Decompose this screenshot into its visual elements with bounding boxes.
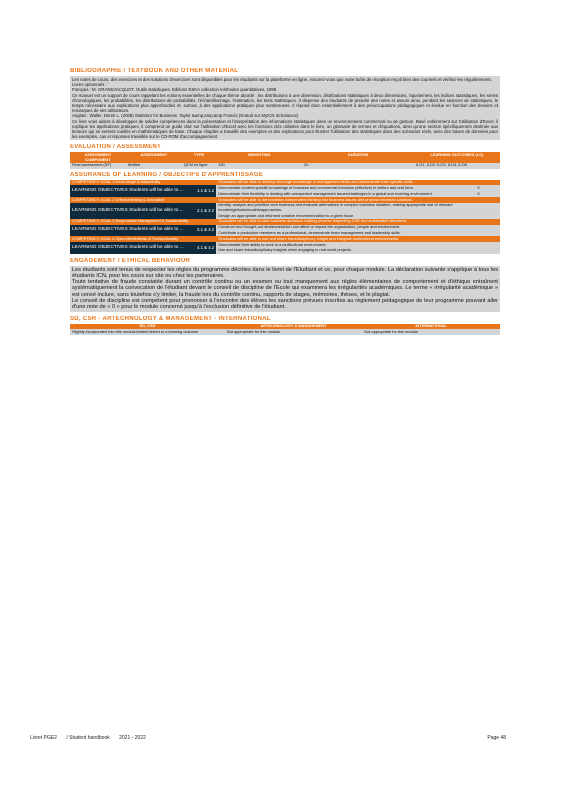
bibliography-title: BIBLIOGRAPHIE / TEXTBOOK AND OTHER MATERIAL	[70, 68, 239, 74]
engagement-paragraph: Le conseil de discipline est compétent pour prononcer à l'encontre des élèves les sanctions prévues inscrites au règlement pédagogique de leur programme pouvant aller d'une note de « 0 » pour le module concerné jusqu'à l'exclusion définitive de l'étudiant.	[72, 298, 498, 311]
page-content	[70, 68, 500, 335]
column-header: INTERNATIONAL	[362, 324, 500, 330]
evaluation-title: EVALUATION / ASSESSMENT	[70, 144, 162, 151]
table-cell: 100	[216, 163, 302, 169]
evaluation-table	[70, 152, 500, 168]
column-header: DURATION	[302, 152, 414, 162]
biblio-paragraph: Les notes de cours, des exercices et des solutions d'exercices sont disponibles pour les étudiants sur la plateforme en ligne. Assurez-vous que votre boîte de réception reçoit bien des courriels et vérifiez-les régulièrement.	[72, 77, 492, 82]
lo-text: LEARNING OBJECTIVES Students will be able to ...	[72, 227, 184, 233]
footer-booklet: Livret PGE2	[30, 735, 57, 741]
competency-description: Graduates will be able to take business decisions making process respecting CSR and sustainable standards.	[216, 219, 500, 225]
competency-description: Graduates will be able to develop thorough knowledge in management fields and demonstrate their specific skills.	[216, 180, 500, 186]
objective-mark: X	[457, 185, 500, 191]
objective-text: Identify, analyze and prioritize core business and evaluate alternatives in complex business situation, making appropriate use of relevant knowledge/tools/models/approaches.	[216, 203, 457, 213]
biblio-paragraph: Français : M. GRANDJACQUOT, Outils statistiques, Editions ESKA collection méthodes quantitatives, 1999.	[72, 87, 278, 93]
objective-row	[70, 203, 500, 213]
table-row	[70, 329, 500, 335]
assurance-title: ASSURANCE OF LEARNING / OBJECTIFS D'APPRENTISSAGE	[70, 171, 264, 178]
table-cell: 2h	[302, 163, 414, 169]
objective-text: Demonstrate their ability to work in a multicultural environment.	[216, 242, 457, 248]
column-header: WEIGHTING	[216, 152, 302, 162]
column-header: TYPE	[182, 152, 216, 162]
table-row	[70, 163, 500, 169]
table-cell: Slightly incorporated into this module/related linked to a learning outcome	[70, 329, 225, 335]
lo-codes: 3.1 & 3.2	[196, 227, 215, 233]
learning-objectives-label	[70, 242, 216, 254]
sd-csr-title: SD, CSR - ARTECHNOLOGY & MANAGEMENT - INTERNATIONAL	[70, 315, 271, 322]
competency-goal: COMPETENCY GOAL 3 Responsible Management & Sustainability	[70, 219, 216, 225]
objective-text: Contribute a productive members as a professional; demonstrate team management and leadership skills.	[216, 230, 457, 236]
column-header: SD, CSR	[70, 324, 225, 330]
footer-left	[30, 735, 154, 741]
bibliography-block	[70, 76, 500, 140]
column-header: ASSESSMENT	[126, 152, 182, 162]
engagement-block	[70, 266, 500, 312]
page-footer	[30, 735, 506, 741]
column-header: LEARNING OUTCOMES (LO)	[414, 152, 500, 162]
table-cell: ILO1, ILO2, ILO3, ILO4, ILO5	[414, 163, 500, 169]
table-cell: Written	[126, 163, 182, 169]
objective-text: Construct and thought-out decisions/which can affect or impact the organization, people and environment.	[216, 225, 457, 231]
table-cell: Not appropriate for this module	[225, 329, 363, 335]
page-number: Page 48	[487, 735, 506, 741]
competency-goal: COMPETENCY GOAL 1 Know ledge & Adaptability	[70, 180, 216, 186]
footer-year: 2021 - 2022	[119, 735, 146, 741]
lo-codes: 4.1 & 4.2	[196, 244, 215, 250]
column-header: ARTECHNOLOGY & MANAGEMENT	[225, 324, 363, 330]
biblio-paragraph: Ce livre vous aidera à développer de solides compétences dans la présentation et l'interprétation des informations statistiques dans un environnement commercial ou de gestion. Basé entièrement sur l'utilisation d'Excel, il explique les applications pratiques, il comprend un guide clair sur l'utilisation d'Excel avec les fonctions clés utilisées dans le livre, un glossaire de termes et d'équations, ainsi qu'une section spécifiquement destinée aux lecteurs qui se sentent rouillés en mathématiques de base. Chaque chapitre a travaillé des exemples et des explications pour illustrer l'utilisation des statistiques dans des scénarios réels, avec des bases de données pour les exemples, cas et réponses travaillés sur le CD-ROM d'accompagnement.	[72, 118, 498, 140]
learning-objectives-label	[70, 185, 216, 197]
engagement-paragraph: Les étudiants sont tenus de respecter les règles du programme décrites dans le livret de l'Etudiant et ce, pour chaque module. La déclaration suivante s'applique à tous les étudiants ICN, pour les cours sur site ou chez les partenaires.	[72, 266, 498, 279]
table-cell: Final assessment (DF)	[70, 163, 126, 169]
objective-text: Demonstrate context-specific knowledge of business and commercial functions (effective) in written and oral form.	[216, 185, 457, 191]
lo-text: LEARNING OBJECTIVES Students will be able to ...	[72, 244, 184, 250]
objective-text: Demonstrate their flexibility in dealing with unexpected management issues/challenges in a global and evolving environment.	[216, 191, 457, 197]
table-cell: Not appropriate for this module	[362, 329, 500, 335]
sd-csr-table	[70, 324, 500, 336]
table-cell: QCM en ligne	[182, 163, 216, 169]
competency-goal: COMPETENCY GOAL 2 Critical thinking & Innovation	[70, 197, 216, 203]
competency-description: Graduates will be able to use and share transdisciplinary insight and integrate multicultural environments.	[216, 236, 500, 242]
objective-text: Design an appropriate and informed creative recommendation to a given issue.	[216, 213, 457, 219]
evaluation-header-row	[70, 152, 500, 162]
competency-goal: COMPETENCY GOAL 4 Open-Mindedness & Transculturality	[70, 236, 216, 242]
objective-mark	[457, 203, 500, 213]
biblio-paragraph: Livres optionnels :	[72, 82, 107, 88]
biblio-paragraph: Anglais : Waller, Derek L. (2008) Statistics for Business. Taylor &amp;amp;amp Francis (Gratuit sur MyICN Scholarvox)	[72, 113, 299, 119]
lo-text: LEARNING OBJECTIVES Students will be able to ...	[72, 188, 184, 194]
assurance-table	[70, 180, 500, 254]
learning-objectives-label	[70, 203, 216, 219]
biblio-paragraph: Ce manuel est un support de cours rappelant les notions essentielles de chaque thème abordé : les distributions à une dimension, distributions statistiques à deux dimensions, l'ajustement, les indices statistiques, les séries chronologiques, les probabilités, les distributions de probabilités, l'échantillonnage, l'estimation, les tests statistiques. Il dispense des étudiants de prendre des notes et assure ainsi, pendant les séances de statistiques, le temps nécessaire aux explications plus approfondies et, surtout, à des applications pratiques plus nombreuses. Il répond donc essentiellement à des préoccupations pédagogiques et évolue en fonction des besoins et remarques de ses utilisateurs.	[72, 92, 498, 114]
lo-codes: 1.1 & 1.2	[196, 188, 215, 194]
lo-codes: 2.1 & 2.2	[196, 207, 215, 213]
competency-description: Graduates will be able to demonstrate independent thinking into business issues and propose informed solutions.	[216, 197, 500, 203]
engagement-paragraph: Toute tentative de fraude constatée durant un contrôle continu ou un examen ou tout manquement aux règles élémentaires de comportement et d'éthique entraînent systématiquement la convocation de l'étudiant devant le conseil de discipline de l'Ecole qui examinera les irrégularités académiques. Le terme « irrégularité académique » est censé inclure, sans toutefois s'y limiter, la fraude lors du contrôle continu, rapports de stages, mémoires, thèses, et le plagiat.	[72, 279, 498, 298]
column-header: ASSESSMENT COMPONENT	[70, 152, 126, 162]
lo-text: LEARNING OBJECTIVES Students will be able to ...	[72, 207, 184, 213]
footer-handbook: / Student handbook	[66, 735, 110, 741]
objective-text: Use and share transdisciplinary insights when engaging in real world projects.	[216, 248, 457, 254]
engagement-title: ENGAGEMENT / ETHICAL BEHAVIOUR	[70, 257, 191, 264]
objective-mark	[457, 248, 500, 254]
objective-mark: X	[457, 191, 500, 197]
learning-objectives-label	[70, 225, 216, 237]
